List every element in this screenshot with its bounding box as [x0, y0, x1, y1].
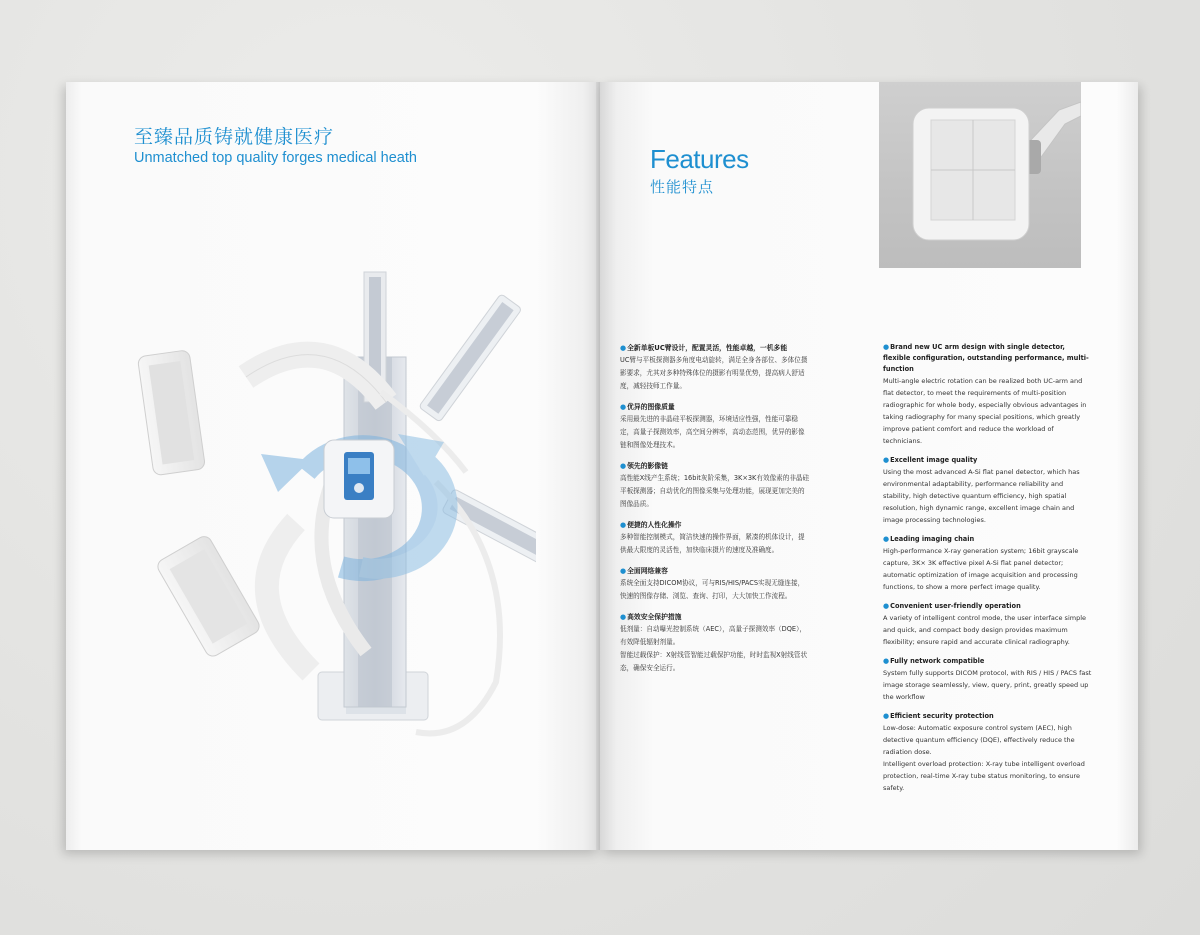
xray-machine-illustration — [136, 262, 536, 762]
feature-body: 低剂量：自动曝光控制系统（AEC），高量子探测效率（DQE），有效降低辐射剂量。 智能过载保护：X射线管智能过载保护功能，时时监视X射线管状态，确保安全运行。 — [620, 625, 808, 672]
feature-body: UC臂与平板探测器多角度电动旋转，满足全身各部位、多体位摄影要求，尤其对多种特殊体位的摄影有明显优势，提高病人舒适度，减轻技师工作量。 — [620, 356, 808, 390]
detector-panel-image — [879, 82, 1081, 268]
bullet-icon: ● — [883, 657, 890, 665]
bullet-icon: ● — [620, 462, 627, 470]
feature-body: High-performance X-ray generation system; 16bit grayscale capture, 3K× 3K effective pixel A-Si flat panel detector; automatic optimization of image acquisition and processing functions, to show a more perfect image quality. — [883, 547, 1081, 591]
feature-title: 领先的影像链 — [627, 462, 668, 470]
feature-cn-5 — [620, 565, 810, 603]
right-page — [600, 82, 1138, 850]
feature-cn-3 — [620, 460, 810, 511]
feature-body: A variety of intelligent control mode, the user interface simple and quick, and compact body design provides maximum flexibility; ensure rapid and accurate clinical radiography. — [883, 614, 1089, 646]
feature-body: Using the most advanced A-Si flat panel detector, which has environmental adaptability, performance reliability and stability, high detective quantum efficiency, high spatial resolution, high dynamic range, excellent image chain and image processing technologies. — [883, 468, 1082, 524]
bullet-icon: ● — [620, 567, 627, 575]
feature-en-2 — [883, 455, 1093, 526]
feature-cn-2 — [620, 401, 810, 452]
feature-title: Fully network compatible — [890, 657, 985, 665]
feature-body: System fully supports DICOM protocol, with RIS / HIS / PACS fast image storage seamlessly, view, query, print, greatly speed up the workflow — [883, 669, 1094, 701]
bullet-icon: ● — [620, 521, 627, 529]
feature-title: 全新单板UC臂设计，配置灵活，性能卓越，一机多能 — [627, 344, 788, 352]
left-title-chinese: 至臻品质铸就健康医疗 — [134, 126, 335, 148]
feature-title: 全面网络兼容 — [627, 567, 668, 575]
features-list-english — [883, 342, 1093, 802]
features-heading-chinese: 性能特点 — [650, 178, 715, 196]
feature-cn-1 — [620, 342, 810, 393]
feature-body: Low-dose: Automatic exposure control system (AEC), high detective quantum efficiency (DQE), effectively reduce the radiation dose. Intelligent overload protection: X-ray tube intelligent overload protection, real-time X-ray tube status monitoring, to ensure safety. — [883, 724, 1085, 792]
features-list-chinese — [620, 342, 810, 683]
feature-body: 高性能X线产生系统；16bit灰阶采集，3K×3K有效像素的非晶硅平板探测器；自动优化的图像采集与处理功能，展现更加完美的图像品质。 — [620, 474, 810, 508]
feature-cn-6 — [620, 611, 810, 675]
feature-title: 优异的图像质量 — [627, 403, 675, 411]
bullet-icon: ● — [883, 602, 890, 610]
feature-title: Leading imaging chain — [890, 535, 975, 543]
feature-title: Convenient user-friendly operation — [890, 602, 1021, 610]
feature-en-1 — [883, 342, 1093, 447]
feature-cn-4 — [620, 519, 810, 557]
bullet-icon: ● — [883, 712, 890, 720]
feature-body: Multi-angle electric rotation can be realized both UC-arm and flat detector, to meet the requirements of multi-position radiographic for whole body, especially obvious advantages in taking radiography for many special positions, which greatly improve patient comfort and reduce the workload of technicians. — [883, 377, 1089, 445]
feature-body: 多种智能控制模式，简洁快速的操作界面，紧凑的机体设计，提供最大限度的灵活性，加快临床摄片的速度及准确度。 — [620, 533, 805, 554]
bullet-icon: ● — [620, 344, 627, 352]
feature-en-3 — [883, 534, 1093, 593]
feature-body: 系统全面支持DICOM协议，可与RIS/HIS/PACS实现无缝连接，快速的图像存储、浏览、查询、打印，大大加快工作流程。 — [620, 579, 805, 600]
feature-title: Excellent image quality — [890, 456, 978, 464]
bullet-icon: ● — [883, 456, 890, 464]
feature-title: 高效安全保护措施 — [627, 613, 682, 621]
feature-en-5 — [883, 656, 1093, 703]
feature-body: 采用最先进的非晶硅平板探测器，环境适应性强，性能可靠稳定，高量子探测效率，高空间分辨率，高动态范围，优异的影像链和图像处理技术。 — [620, 415, 805, 449]
tube-control-unit — [324, 440, 394, 518]
detector-panel-photo — [879, 82, 1081, 268]
left-page — [66, 82, 600, 850]
bullet-icon: ● — [620, 403, 627, 411]
feature-title: Efficient security protection — [890, 712, 994, 720]
feature-en-4 — [883, 601, 1093, 648]
open-brochure — [66, 82, 1138, 850]
features-heading-english: Features — [650, 144, 749, 174]
bullet-icon: ● — [883, 343, 890, 351]
feature-title: Brand new UC arm design with single detector, flexible configuration, outstanding performance, multi-function — [883, 343, 1089, 373]
bullet-icon: ● — [620, 613, 627, 621]
bullet-icon: ● — [883, 535, 890, 543]
feature-title: 便捷的人性化操作 — [627, 521, 682, 529]
feature-en-6 — [883, 711, 1093, 794]
left-title-english: Unmatched top quality forges medical heath — [134, 150, 417, 166]
